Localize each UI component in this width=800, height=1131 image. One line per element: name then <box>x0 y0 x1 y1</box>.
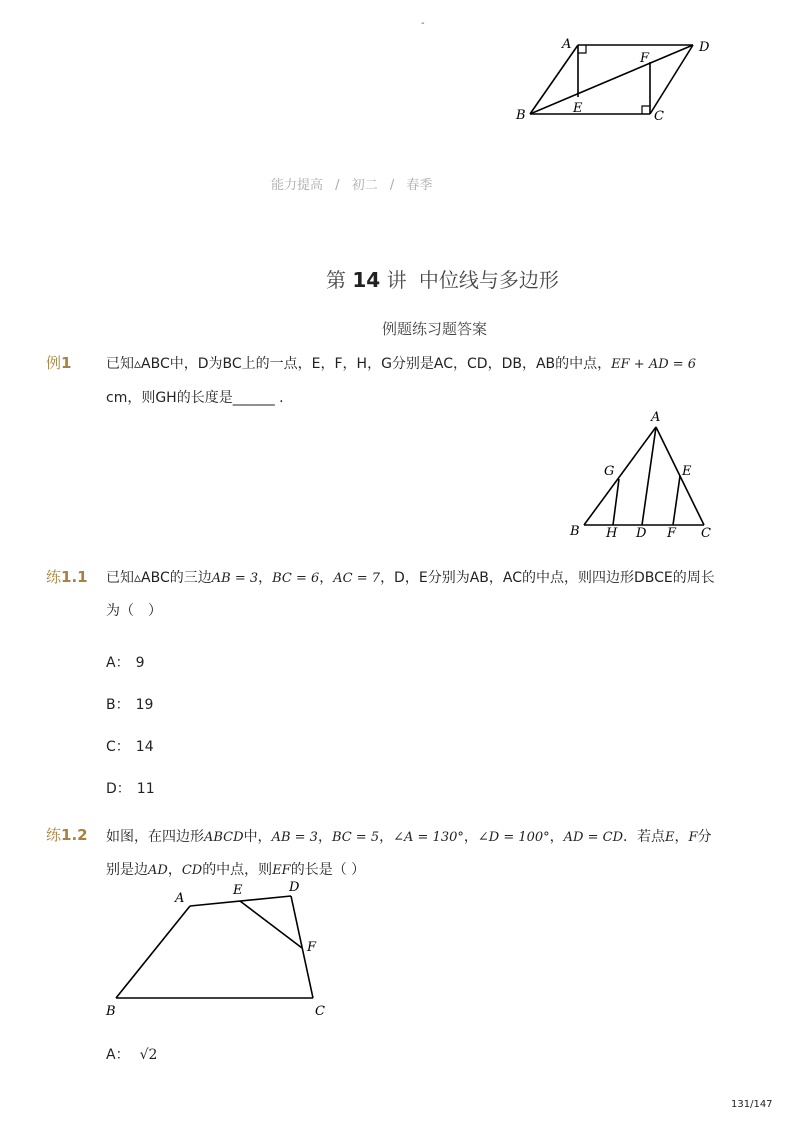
label-g: G <box>604 464 615 479</box>
option-key: B： <box>106 697 130 713</box>
lecture-name: 中位线与多边形 <box>418 268 559 292</box>
option-key: D： <box>106 781 131 797</box>
math: ∠D = 100° <box>477 830 550 845</box>
label-c: C <box>701 526 711 540</box>
parallelogram-figure <box>510 34 720 126</box>
label-c: C <box>654 109 664 124</box>
page-number: 131/147 <box>731 1099 773 1110</box>
label-a: A <box>562 37 572 52</box>
math: BC = 5 <box>331 830 380 845</box>
option-b[interactable] <box>106 694 153 714</box>
label-e: E <box>682 464 692 479</box>
option-c[interactable] <box>106 736 154 756</box>
lecture-prefix: 第 <box>326 268 346 292</box>
label-f: F <box>667 526 677 540</box>
breadcrumb-part: 春季 <box>406 178 433 193</box>
practice-tag <box>46 824 88 845</box>
practice-tag <box>46 566 88 587</box>
text: ， <box>258 570 273 586</box>
math: AC = 7 <box>333 571 381 586</box>
option-key: C： <box>106 739 130 755</box>
tag-cn: 练 <box>46 826 62 844</box>
text: 已知▵ABC的三边 <box>106 570 212 586</box>
label-d: D <box>289 880 300 895</box>
text: ， <box>549 829 564 845</box>
math: CD <box>181 863 203 878</box>
math: AD <box>148 863 168 878</box>
text: 的中点，则 <box>202 862 273 878</box>
label-b: B <box>106 1004 116 1019</box>
text: ， <box>379 829 394 845</box>
breadcrumb-part: 初二 <box>351 178 378 193</box>
lecture-title <box>326 264 559 293</box>
practice-line <box>106 826 712 846</box>
math: BC = 6 <box>272 571 320 586</box>
option-a[interactable] <box>106 652 145 672</box>
math: AD = CD <box>563 830 624 845</box>
triangle-midpoint-figure <box>566 404 726 540</box>
option-value: √2 <box>139 1047 158 1063</box>
header-mark: - <box>421 18 425 29</box>
text: 已知▵ABC中，D为BC上的一点，E，F，H，G分别是AC，CD，DB，AB的中点， <box>106 356 612 372</box>
text: ， <box>319 570 334 586</box>
breadcrumb <box>271 174 432 193</box>
lecture-suffix: 讲 <box>386 268 407 292</box>
text: ，D，E分别为AB，AC的中点，则四边形DBCE的周长 <box>380 570 715 586</box>
section-title: 例题练习题答案 <box>382 320 488 338</box>
option-a[interactable] <box>106 1044 157 1064</box>
tag-cn: 练 <box>46 568 62 586</box>
math: EF <box>272 863 291 878</box>
math: EF + AD = 6 <box>611 357 697 372</box>
text: ， <box>463 829 478 845</box>
lecture-number: 14 <box>352 268 381 292</box>
option-key: A： <box>106 1047 130 1063</box>
label-a: A <box>175 891 185 906</box>
label-h: H <box>606 526 618 540</box>
text: 的长是（ ） <box>290 862 366 878</box>
example-line: cm，则GH的长度是______ . <box>106 390 284 406</box>
quadrilateral-figure <box>100 876 340 1022</box>
math: ABCD <box>204 830 244 845</box>
example-tag <box>46 352 71 373</box>
breadcrumb-sep: / <box>335 178 340 193</box>
math: ∠A = 130° <box>393 830 464 845</box>
example-line <box>106 353 696 373</box>
label-d: D <box>636 526 647 540</box>
label-c: C <box>315 1004 325 1019</box>
practice-line <box>106 567 715 587</box>
label-f: F <box>640 51 650 66</box>
tag-cn: 例 <box>46 354 62 372</box>
label-b: B <box>570 524 580 539</box>
text: ， <box>674 829 689 845</box>
label-b: B <box>516 108 526 123</box>
math: E <box>665 830 675 845</box>
text: 别是边 <box>106 862 148 878</box>
option-value: 9 <box>135 655 145 671</box>
math: AB = 3 <box>271 830 318 845</box>
text: ， <box>167 862 182 878</box>
text: 如图，在四边形 <box>106 829 204 845</box>
option-value: 14 <box>135 739 154 755</box>
practice-line: 为（ ） <box>106 603 162 619</box>
label-f: F <box>307 940 317 955</box>
tag-num: 1 <box>61 354 72 372</box>
label-e: E <box>573 101 583 116</box>
text: 中， <box>243 829 272 845</box>
label-e: E <box>233 883 243 898</box>
text: ， <box>317 829 332 845</box>
label-d: D <box>699 40 710 55</box>
breadcrumb-part: 能力提高 <box>271 178 324 193</box>
math: F <box>688 830 698 845</box>
label-a: A <box>651 410 661 425</box>
option-d[interactable] <box>106 778 155 798</box>
text: 分 <box>697 829 712 845</box>
breadcrumb-sep: / <box>389 178 395 193</box>
math: AB = 3 <box>211 571 259 586</box>
tag-num: 1.1 <box>61 568 88 586</box>
text: ．若点 <box>623 829 666 845</box>
option-value: 19 <box>135 697 154 713</box>
tag-num: 1.2 <box>61 826 88 844</box>
option-key: A： <box>106 655 130 671</box>
option-value: 11 <box>136 781 155 797</box>
